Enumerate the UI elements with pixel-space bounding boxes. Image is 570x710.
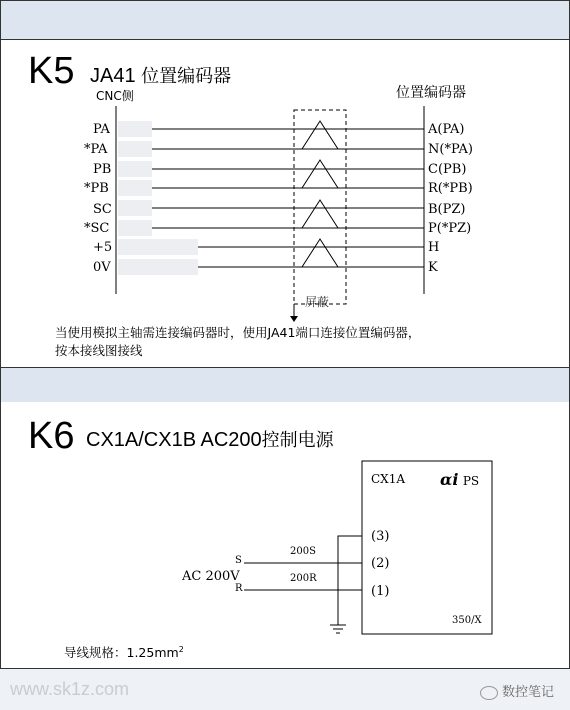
k5-note-line1: 当使用模拟主轴需连接编码器时，使用JA41端口连接位置编码器，: [55, 325, 421, 340]
footer-brand: [480, 681, 554, 700]
k5-signal-npb: *PB: [84, 181, 109, 196]
k5-signal-sc: SC: [93, 202, 112, 217]
k6-alpha-i-mark: αi: [440, 470, 459, 489]
k5-target-npa: N(*PA): [428, 142, 473, 157]
k6-subtitle-latin: CX1A/CX1B AC200: [86, 429, 262, 451]
k6-code: K6: [28, 415, 75, 457]
k5-subtitle-latin: JA41: [90, 65, 136, 87]
k6-pin-2: (2): [371, 556, 390, 571]
k5-shield-box: [294, 110, 346, 304]
k6-pin-1: (1): [371, 584, 390, 599]
k5-signal-5v: +5: [93, 240, 113, 255]
k6-wire-s-label: 200S: [290, 546, 316, 557]
k6-ps-mark: PS: [462, 474, 480, 488]
footer-watermark-url: www.sk1z.com: [10, 679, 130, 699]
k6-box-brand: [440, 472, 479, 488]
k5-shield-label: 屏蔽: [305, 295, 330, 309]
k5-shield-ground-arrow: [290, 316, 298, 322]
k6-s-label: S: [235, 555, 242, 566]
wechat-icon: [480, 686, 498, 700]
footer-brand-label: 数控笔记: [501, 685, 554, 700]
k6-r-label: R: [235, 583, 243, 594]
k5-code: K5: [28, 50, 75, 92]
k6-wire-spec: [64, 646, 184, 660]
k5-right-header: 位置编码器: [396, 85, 466, 101]
k6-box-label: CX1A: [371, 472, 406, 486]
k5-target-nsc: P(*PZ): [428, 221, 472, 236]
k5-signal-pb: PB: [93, 162, 112, 177]
k6-pin-3: (3): [371, 529, 390, 544]
k6-subtitle: [86, 430, 334, 450]
k5-target-5v: H: [428, 240, 440, 255]
k6-subtitle-cn: 控制电源: [261, 430, 334, 451]
k5-signal-0v: 0V: [93, 260, 111, 275]
k6-wire-spec-text: 导线规格：1.25mm: [64, 645, 179, 661]
k5-target-0v: K: [428, 260, 438, 275]
k5-subtitle-cn: 位置编码器: [141, 66, 232, 87]
k5-pin-cells: [118, 121, 198, 275]
k5-left-header: CNC侧: [96, 89, 134, 103]
k5-signal-nsc: *SC: [84, 221, 110, 236]
k5-signal-pa: PA: [93, 122, 110, 137]
k5-target-sc: B(PZ): [428, 202, 466, 217]
k5-target-pa: A(PA): [428, 122, 465, 137]
k5-signal-npa: *PA: [84, 142, 108, 157]
k6-wire-r-label: 200R: [290, 573, 317, 584]
k6-supply-label: AC 200V: [182, 569, 240, 584]
k5-target-pb: C(PB): [428, 162, 467, 177]
k5-target-npb: R(*PB): [428, 181, 473, 196]
k6-box-model: 350/X: [452, 615, 482, 626]
footer-bar: [0, 668, 570, 710]
k6-wire-spec-sup: 2: [178, 645, 184, 654]
k5-note-line2: 按本接线图接线: [55, 343, 143, 358]
